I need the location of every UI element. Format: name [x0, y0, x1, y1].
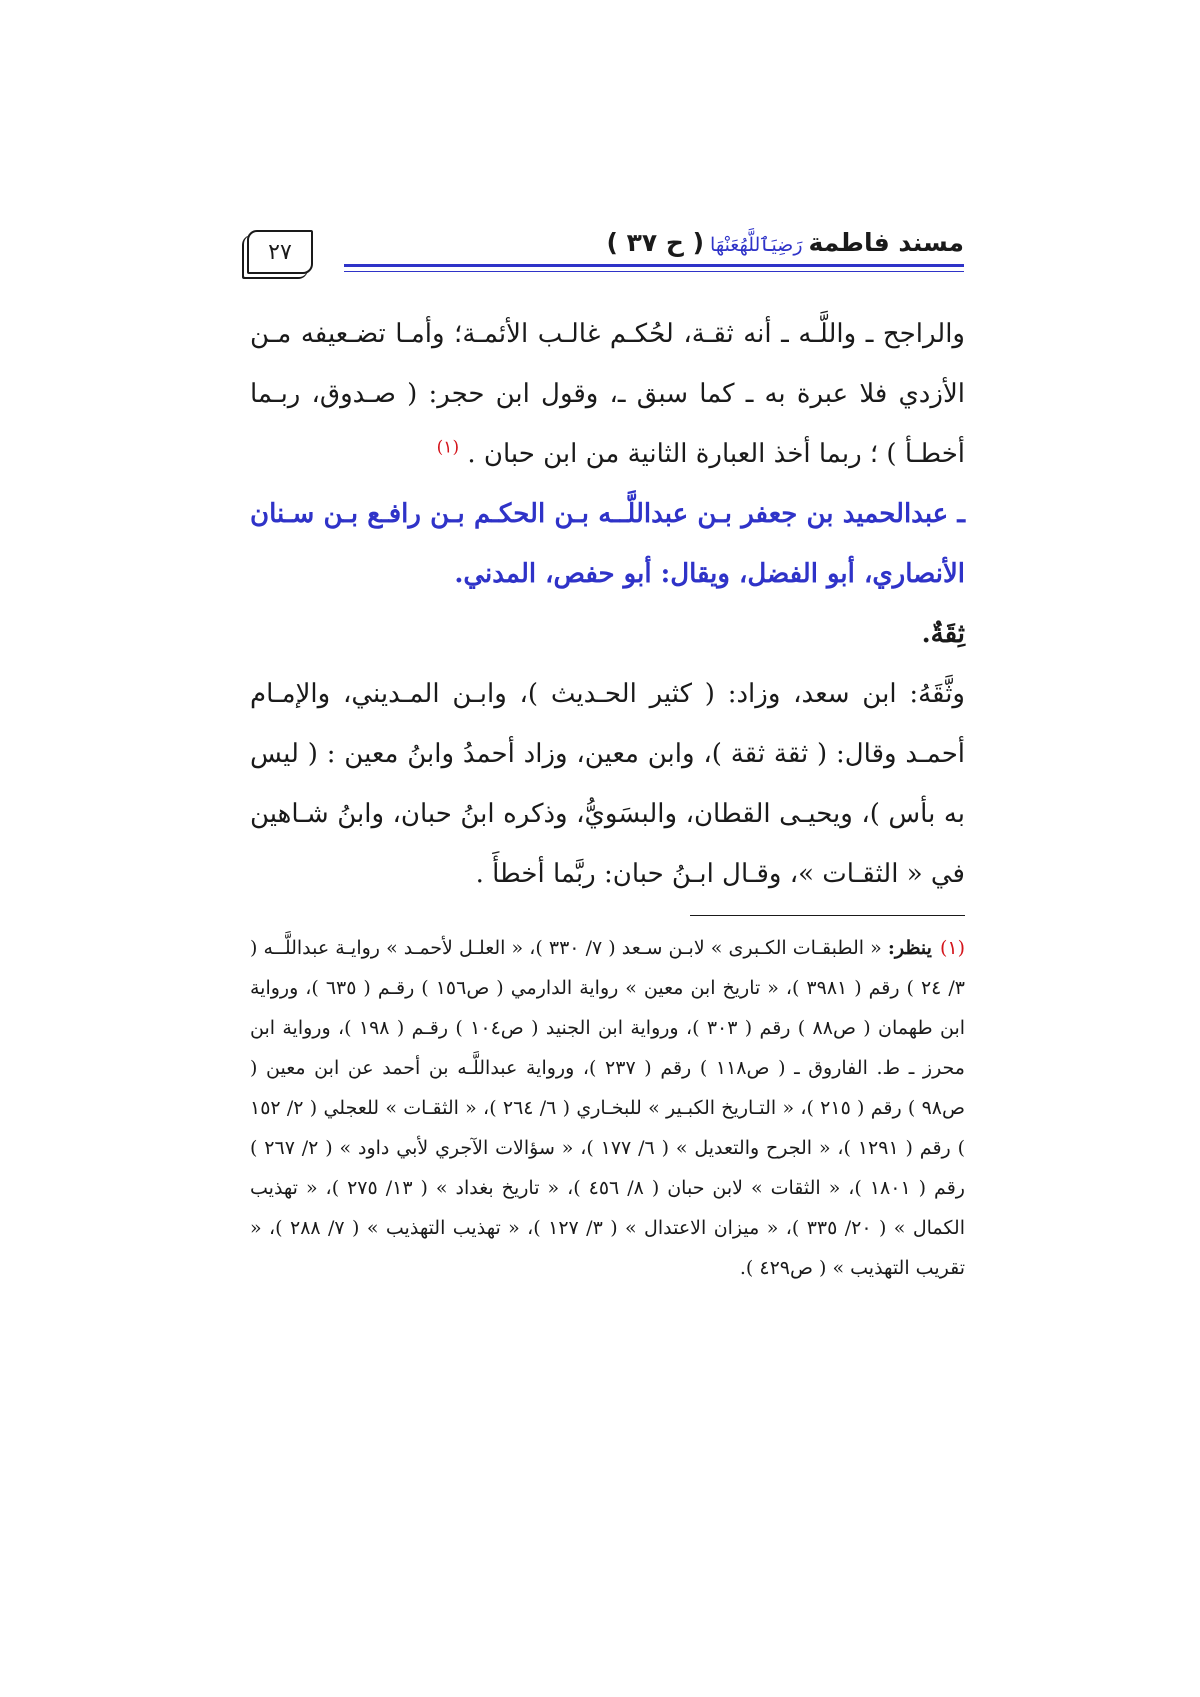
- header-rule-thin: [344, 271, 964, 272]
- page-header: [247, 226, 964, 280]
- footnote-lead: ينظر:: [887, 937, 932, 959]
- narrator-verdict: ثِقَةٌ.: [921, 619, 965, 649]
- footnote: [250, 928, 965, 1288]
- paragraph-conclusion-text: والراجح ـ واللَّـه ـ أنه ثقـة، لحُكـم غالـب الأئمـة؛ وأمـا تضـعيفه مـن الأزدي فلا عبرة به ـ كما سبق ـ، وقول ابن حجر: ( صـدوق، ربـما أخطـأ ) ؛ ربما أخذ العبارة الثانية من ابن حبان .: [250, 319, 965, 469]
- page-number: ٢٧: [247, 230, 313, 274]
- footnote-number: (١): [939, 937, 965, 959]
- footnote-reference[interactable]: (١): [436, 437, 460, 458]
- header-rule-thick: [344, 264, 964, 267]
- footnote-separator: [690, 915, 965, 916]
- running-title-name: مسند فاطمة: [808, 228, 964, 257]
- narrator-heading: ـ عبدالحميد بن جعفر بـن عبداللَّــه بـن الحكـم بـن رافـع بـن سـنان الأنصاري، أبو الفضل، ويقال: أبو حفص، المدني.: [250, 499, 965, 589]
- running-title-honorific: رَضِيَٱللَّهُعَنْهَا: [710, 234, 803, 256]
- running-title: [607, 228, 965, 257]
- footnote-text: « الطبقـات الكـبرى » لابـن سـعد ( ٧/ ٣٣٠ )، « العلـل لأحمـد » روايـة عبداللَّــه ( ٣/ ٢٤ ) رقم ( ٣٩٨١ )، « تاريخ ابن معين » رواية الدارمي ( ص١٥٦ ) رقـم ( ٦٣٥ )، ورواية ابن طهمان ( ص٨٨ ) رقم ( ٣٠٣ )، ورواية ابن الجنيد ( ص١٠٤ ) رقـم ( ١٩٨ )، ورواية ابن محرز ـ ط. الفاروق ـ ( ص١١٨ ) رقم ( ٢٣٧ )، ورواية عبداللَّـه بن أحمد عن ابن معين ( ص٩٨ ) رقم ( ٢١٥ )، « التـاريخ الكبـير » للبخـاري ( ٦/ ٢٦٤ )، « الثقـات » للعجلي ( ٢/ ١٥٢ ) رقم ( ١٢٩١ )، « الجرح والتعديل » ( ٦/ ١٧٧ )، « سؤالات الآجري لأبي داود » ( ٢/ ٢٦٧ ) رقم ( ١٨٠١ )، « الثقات » لابن حبان ( ٨/ ٤٥٦ )، « تاريخ بغداد » ( ١٣/ ٢٧٥ )، « تهذيب الكمال » ( ٢٠/ ٣٣٥ )، « ميزان الاعتدال » ( ٣/ ١٢٧ )، « تهذيب التهذيب » ( ٧/ ٢٨٨ )، « تقريب التهذيب » ( ص٤٢٩ ).: [250, 937, 966, 1279]
- paragraph-authentication: وثَّقَهُ: ابن سعد، وزاد: ( كثير الحـديث )، وابـن المـديني، والإمـام أحمـد وقال: ( ثقة ثقة )، وابن معين، وزاد أحمدُ وابنُ معين : ( ليس به بأس )، ويحيـى القطان، والبسَويُّ، وذكره ابنُ حبان، وابنُ شـاهين في « الثقـات »، وقـال ابـنُ حبان: ربَّما أخطأَ .: [250, 679, 965, 889]
- main-text: [250, 304, 965, 904]
- running-title-hadith-ref: ( ح ٣٧ ): [606, 228, 705, 257]
- paragraph-conclusion: [250, 304, 965, 484]
